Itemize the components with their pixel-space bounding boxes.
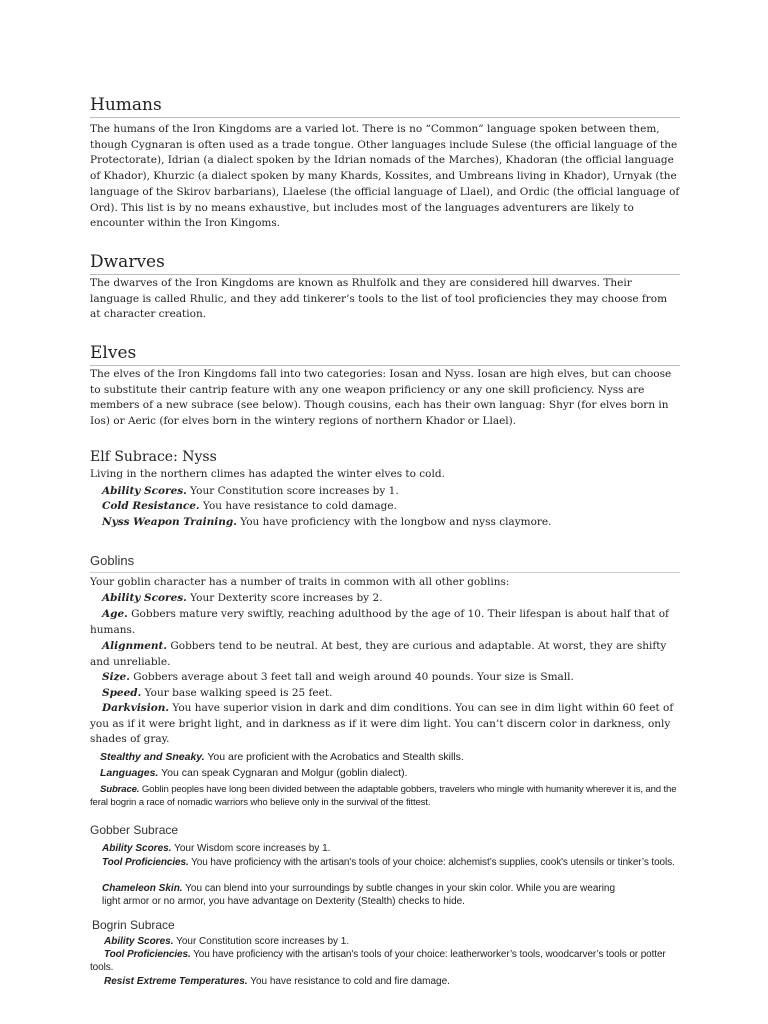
elves-heading: Elves [90, 343, 680, 366]
trait-name: Ability Scores. [102, 843, 172, 854]
trait-name: Chameleon Skin. [102, 883, 183, 894]
trait-text: Your Dexterity score increases by 2. [186, 592, 383, 604]
goblins-trait [90, 767, 690, 780]
trait-name: Ability Scores. [102, 485, 187, 497]
nyss-trait [90, 484, 692, 500]
dwarves-body: The dwarves of the Iron Kingdoms are known as Rhulfolk and they are considered hill dwarves. Their language is called Rhulic, and they add tinkerer’s tools to the list of tool proficiencies they may choose from at character creation. [90, 277, 668, 321]
trait-name: Speed. [102, 687, 142, 699]
trait-text: You can speak Cygnaran and Molgur (goblin dialect). [158, 767, 408, 779]
trait-name: Stealthy and Sneaky. [100, 751, 205, 763]
trait-text: You have resistance to cold and fire damage. [247, 976, 450, 987]
goblins-trait [90, 607, 680, 638]
trait-text: You have superior vision in dark and dim conditions. You can see in dim light within 60 feet of you as if it were bright light, and in darkness as if it were dim light. You can’t discern color in darkness, only shades of gray. [90, 702, 674, 746]
trait-text: Gobbers tend to be neutral. At best, they are curious and adaptable. At worst, they are shifty and unreliable. [90, 640, 667, 668]
humans-heading: Humans [90, 95, 680, 118]
trait-text: Gobbers average about 3 feet tall and weigh around 40 pounds. Your size is Small. [129, 671, 574, 683]
trait-text: Your Constitution score increases by 1. [173, 936, 350, 947]
dwarves-heading: Dwarves [90, 252, 680, 275]
gobber-trait [90, 856, 680, 869]
bogrin-trait [90, 948, 680, 975]
trait-name: Nyss Weapon Training. [102, 516, 237, 528]
trait-text: You have resistance to cold damage. [199, 500, 397, 512]
trait-name: Languages. [100, 767, 159, 779]
trait-name: Darkvision. [102, 702, 169, 714]
trait-text: Your base walking speed is 25 feet. [141, 687, 333, 699]
nyss-trait [90, 499, 692, 515]
bogrin-trait [90, 935, 694, 948]
trait-text: You are proficient with the Acrobatics and Stealth skills. [204, 751, 464, 763]
trait-name: Subrace. [100, 784, 140, 795]
trait-text: You have proficiency with the longbow and nyss claymore. [236, 516, 552, 528]
gobber-heading: Gobber Subrace [90, 823, 179, 837]
goblins-intro: Your goblin character has a number of traits in common with all other goblins: [90, 576, 510, 588]
bogrin-trait [90, 975, 694, 988]
goblins-trait [90, 701, 680, 748]
trait-name: Cold Resistance. [102, 500, 200, 512]
trait-name: Age. [102, 608, 128, 620]
trait-text: Your Wisdom score increases by 1. [171, 843, 331, 854]
trait-text: You have proficiency with the artisan's tools of your choice: alchemist’s supplies, cook's utensils or tinker’s tools. [188, 857, 675, 868]
trait-name: Ability Scores. [102, 592, 187, 604]
goblins-trait [90, 686, 692, 702]
goblins-trait [90, 783, 680, 810]
trait-name: Resist Extreme Temperatures. [104, 976, 248, 987]
trait-name: Alignment. [102, 640, 168, 652]
humans-body: The humans of the Iron Kingdoms are a varied lot. There is no “Common” language spoken between them, though Cygnaran is often used as a trade tongue. Other languages include Sulese (the official language of the Protectorate), Idrian (a dialect spoken by the Idrian nomads of the Marches), Khadoran (the official language of Khador), Khurzic (a dialect spoken by many Khards, Kossites, and Umbreans living in Khador), Urnyak (the language of the Skirov barbarians), Llaelese (the official language of Llael), and Ordic (the official language of Ord). This list is by no means exhaustive, but includes most of the languages adventurers are likely to encounter within the Iron Kingoms. [90, 123, 680, 230]
gobber-trait [90, 882, 622, 909]
trait-text: Goblin peoples have long been divided between the adaptable gobbers, travelers who mingle with humanity wherever it is, and the feral bogrin a race of nomadic warriors who believe only in the survival of the fittest. [90, 784, 677, 809]
goblins-divider [90, 572, 680, 573]
nyss-heading: Elf Subrace: Nyss [90, 449, 217, 465]
nyss-trait [90, 515, 692, 531]
goblins-trait [90, 670, 692, 686]
goblins-heading: Goblins [90, 553, 135, 568]
goblins-trait [90, 639, 680, 670]
goblins-trait [90, 591, 692, 607]
gobber-trait [90, 842, 692, 855]
trait-name: Ability Scores. [104, 936, 174, 947]
trait-name: Tool Proficiencies. [104, 949, 191, 960]
trait-text: You can blend into your surroundings by subtle changes in your skin color. While you are wearing light armor or no armor, you have advantage on Dexterity (Stealth) checks to hide. [102, 883, 616, 908]
trait-name: Size. [102, 671, 130, 683]
elves-body: The elves of the Iron Kingdoms fall into two categories: Iosan and Nyss. Iosan are high elves, but can choose to substitute their cantrip feature with any one weapon prificiency or any one skill proficiency. Nyss are members of a new subrace (see below). Though cousins, each has their own languag: Shyr (for elves born in Ios) or Aeric (for elves born in the wintery regions of northern Khador or Llael). [90, 368, 672, 428]
trait-text: Your Constitution score increases by 1. [186, 485, 399, 497]
bogrin-heading: Bogrin Subrace [92, 918, 175, 932]
nyss-intro: Living in the northern climes has adapted the winter elves to cold. [90, 468, 445, 480]
trait-text: Gobbers mature very swiftly, reaching adulthood by the age of 10. Their lifespan is about half that of humans. [90, 608, 669, 636]
goblins-trait [90, 751, 690, 764]
trait-text: You have proficiency with the artisan's tools of your choice: leatherworker’s tools, woodcarver’s tools or potter tools. [90, 949, 666, 974]
trait-name: Tool Proficiencies. [102, 857, 189, 868]
